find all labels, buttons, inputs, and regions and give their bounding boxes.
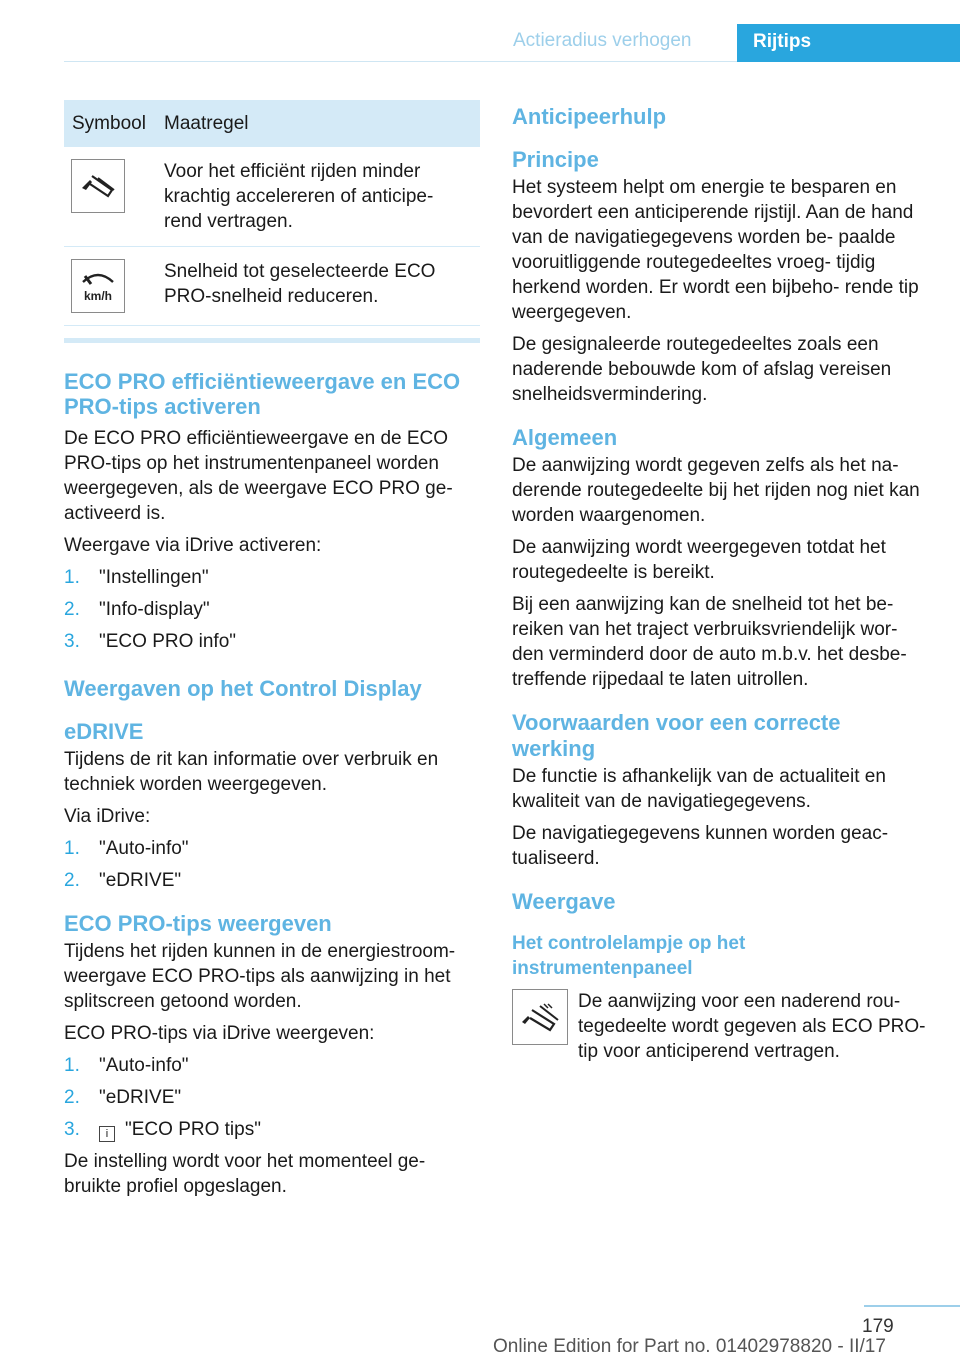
list-text: "Instellingen" — [99, 567, 209, 588]
list-text: "Auto-info" — [99, 1055, 189, 1076]
paragraph: Tijdens de rit kan informatie over verbruik en techniek worden weergegeven. — [64, 749, 439, 795]
list-text: "Info-display" — [99, 599, 210, 620]
paragraph: Via iDrive: — [64, 806, 151, 827]
list-item — [64, 836, 480, 861]
table-cell-text: Snelheid tot geselecteerde ECO PRO-snelheid reduceren. — [156, 247, 480, 326]
paragraph: De functie is afhankelijk van de actualiteit en kwaliteit van de navigatiegegevens. — [512, 766, 886, 812]
table-header-measure: Maatregel — [156, 100, 480, 147]
paragraph: De ECO PRO efficiëntieweergave en de ECO PRO-tips op het instrumentenpaneel worden weergegeven, als de weergave ECO PRO ge- activeerd is. — [64, 428, 453, 524]
heading-eco-pro-tips: ECO PRO-tips weergeven — [64, 911, 332, 936]
table-header-symbol: Symbool — [64, 100, 156, 147]
heading-anticipeerhulp: Anticipeerhulp — [512, 104, 667, 129]
table-cell-text: Voor het efficiënt rijden minder krachtig accelereren of anticipe- rend vertragen. — [156, 147, 480, 247]
paragraph: Weergave via iDrive activeren: — [64, 535, 322, 556]
page-number-rule — [864, 1305, 960, 1307]
list-number: 1. — [64, 838, 80, 859]
list-item — [64, 597, 480, 622]
paragraph: Het systeem helpt om energie te besparen en bevordert een anticiperende rijstijl. Aan de hand van de navigatiegegevens worden be- paalde vooruitliggende routegedeeltes vroeg- tijdig herkend worden. Er wordt een bijbeho- rende tip weergegeven. — [512, 177, 919, 323]
list-number: 1. — [64, 567, 80, 588]
paragraph: De gesignaleerde routegedeeltes zoals een naderende bebouwde kom of afslag vereisen snelheidsvermindering. — [512, 334, 892, 405]
list-text: "eDRIVE" — [99, 1087, 182, 1108]
list-text: "eDRIVE" — [99, 870, 182, 891]
list-number: 1. — [64, 1055, 80, 1076]
section-divider — [64, 338, 480, 343]
list-text: "Auto-info" — [99, 838, 189, 859]
list-number: 2. — [64, 599, 80, 620]
list-number: 2. — [64, 1087, 80, 1108]
paragraph: ECO PRO-tips via iDrive weergeven: — [64, 1023, 375, 1044]
right-column — [512, 100, 928, 1071]
footer-edition: Online Edition for Part no. 01402978820 - II/17 — [493, 1336, 886, 1357]
accelerator-pedal-icon — [71, 159, 125, 213]
table-header-row — [64, 100, 480, 147]
list-text: "ECO PRO info" — [99, 631, 237, 652]
paragraph: De aanwijzing wordt gegeven zelfs als het na- derende routegedeelte bij het rijden nog niet kan worden waargenomen. — [512, 455, 920, 526]
heading-controlelampje: Het controlelampje op het instrumentenpaneel — [512, 933, 746, 979]
info-checkbox-icon: i — [99, 1126, 115, 1142]
list-item — [64, 868, 480, 893]
paragraph: Tijdens het rijden kunnen in de energiestroom- weergave ECO PRO-tips als aanwijzing in het splitscreen getoond worden. — [64, 941, 456, 1012]
list-number: 3. — [64, 1119, 80, 1140]
indicator-block — [512, 989, 928, 1071]
heading-principe: Principe — [512, 147, 599, 172]
paragraph: De navigatiegegevens kunnen worden geac- tualiseerd. — [512, 823, 889, 869]
heading-activate: ECO PRO efficiëntieweergave en ECO PRO-tips activeren — [64, 369, 461, 419]
paragraph: De instelling wordt voor het momenteel ge- bruikte profiel opgeslagen. — [64, 1151, 426, 1197]
table-row — [64, 147, 480, 247]
heading-control-display: Weergaven op het Control Display — [64, 676, 422, 701]
heading-weergave: Weergave — [512, 889, 616, 914]
header-section-title: Actieradius verhogen — [513, 30, 692, 51]
svg-text:km/h: km/h — [83, 289, 113, 303]
list-item — [64, 565, 480, 590]
list-item — [64, 629, 480, 654]
left-column — [64, 100, 480, 1206]
list-number: 2. — [64, 870, 80, 891]
list-item — [64, 1053, 480, 1078]
page-number: 179 — [862, 1316, 894, 1337]
steps-list-activate — [64, 565, 480, 654]
speedometer-kmh-icon — [71, 259, 125, 313]
list-item — [64, 1085, 480, 1110]
list-item — [64, 1117, 480, 1142]
list-text: "ECO PRO tips" — [125, 1119, 261, 1140]
steps-list-tips — [64, 1053, 480, 1142]
table-row — [64, 247, 480, 326]
heading-algemeen: Algemeen — [512, 425, 618, 450]
steps-list-edrive — [64, 836, 480, 893]
paragraph: Bij een aanwijzing kan de snelheid tot het be- reiken van het traject verbruiksvriendelijk wor- den verminderd door de auto m.b.v. het desbe- treffende rijpedaal te laten uitrollen. — [512, 594, 907, 690]
list-number: 3. — [64, 631, 80, 652]
foot-off-pedal-icon — [512, 989, 568, 1045]
paragraph: De aanwijzing wordt weergegeven totdat het routegedeelte is bereikt. — [512, 537, 886, 583]
paragraph: De aanwijzing voor een naderend rou- tegedeelte wordt gegeven als ECO PRO-tip voor anticiperend vertragen. — [578, 991, 926, 1062]
heading-edrive: eDRIVE — [64, 719, 144, 744]
symbol-table — [64, 100, 480, 326]
heading-voorwaarden: Voorwaarden voor een correcte werking — [512, 710, 841, 761]
header-chapter-tab: Rijtips — [737, 24, 960, 62]
